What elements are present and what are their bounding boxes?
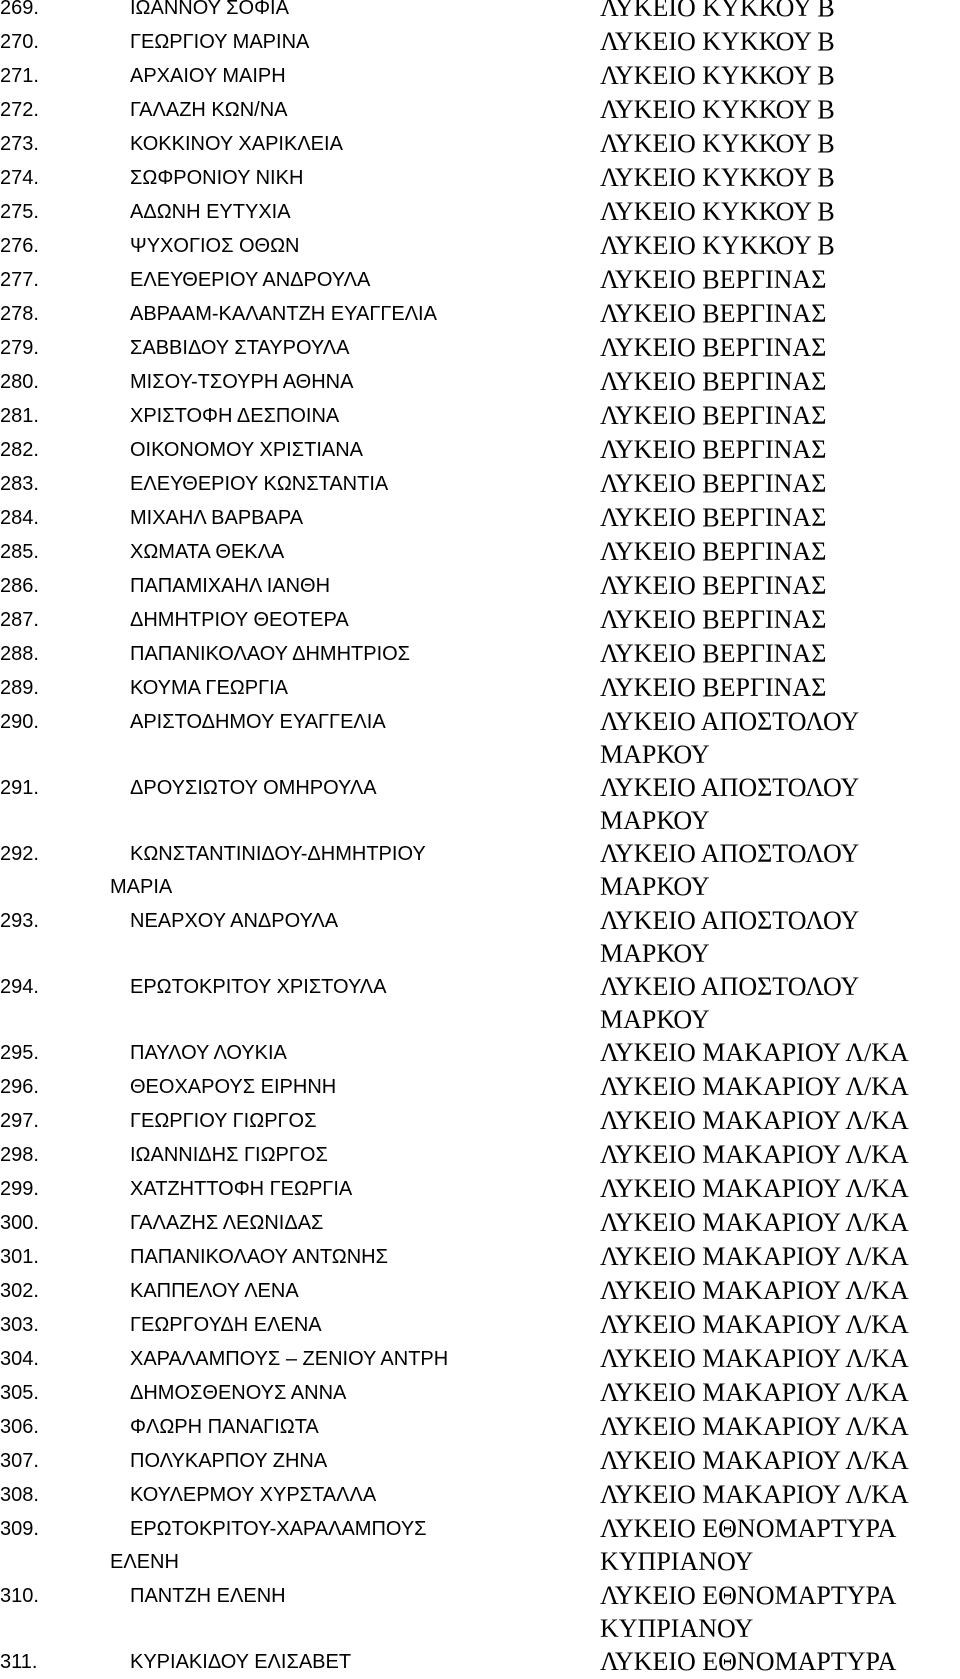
school-name-text: ΛΥΚΕΙΟ ΒΕΡΓΙΝΑΣ (600, 435, 827, 464)
list-item (0, 399, 960, 433)
school-name-text: ΛΥΚΕΙΟ ΜΑΚΑΡΙΟΥ Λ/ΚΑ (600, 1140, 909, 1169)
student-name-text: ΔΗΜΟΣΘΕΝΟΥΣ ΑΝΝΑ (130, 1382, 347, 1404)
entry-number: 293. (0, 910, 39, 932)
entry-number: 290. (0, 711, 39, 733)
school-name-text: ΛΥΚΕΙΟ ΒΕΡΓΙΝΑΣ (600, 299, 827, 328)
entry-number: 311. (0, 1651, 38, 1673)
school-name (600, 1206, 960, 1239)
school-name (600, 161, 960, 194)
school-name (600, 1308, 960, 1341)
school-name-text: ΛΥΚΕΙΟ ΒΕΡΓΙΝΑΣ (600, 537, 827, 566)
school-name (600, 331, 960, 364)
list-item (0, 297, 960, 331)
school-name-text: ΛΥΚΕΙΟ ΒΕΡΓΙΝΑΣ (600, 673, 827, 702)
school-name-text: ΛΥΚΕΙΟ ΜΑΚΑΡΙΟΥ Λ/ΚΑ (600, 1038, 909, 1067)
entry-number: 277. (0, 269, 39, 291)
entry-number: 272. (0, 99, 39, 121)
list-item (0, 331, 960, 365)
school-name-text: ΛΥΚΕΙΟ ΑΠΟΣΤΟΛΟΥ (600, 707, 860, 736)
entry-number: 288. (0, 643, 39, 665)
entry-number: 281. (0, 405, 39, 427)
school-name-text: ΛΥΚΕΙΟ ΑΠΟΣΤΟΛΟΥ (600, 839, 860, 868)
school-name (600, 263, 960, 296)
school-name (600, 569, 960, 602)
student-name (130, 399, 600, 433)
entry-number: 303. (0, 1314, 39, 1336)
school-name (600, 1172, 960, 1205)
school-name-text: ΛΥΚΕΙΟ ΒΕΡΓΙΝΑΣ (600, 503, 827, 532)
school-name (600, 399, 960, 432)
student-name-text: ΔΗΜΗΤΡΙΟΥ ΘΕΟΤΕΡΑ (130, 609, 349, 631)
list-item (0, 970, 960, 1036)
school-name-text: ΛΥΚΕΙΟ ΒΕΡΓΙΝΑΣ (600, 265, 827, 294)
student-name-text: ΓΕΩΡΓΙΟΥ ΜΑΡΙΝΑ (130, 31, 310, 53)
student-name (130, 1206, 600, 1240)
list-item (0, 1206, 960, 1240)
student-name-text: ΚΟΥΛΕΡΜΟΥ ΧΥΡΣΤΑΛΛΑ (130, 1484, 377, 1506)
student-name-text: ΜΙΣΟΥ-ΤΣΟΥΡΗ ΑΘΗΝΑ (130, 371, 354, 393)
school-name (600, 535, 960, 568)
student-name (130, 93, 600, 127)
school-name-continuation: ΜΑΡΚΟΥ (600, 806, 710, 835)
entry-number: 308. (0, 1484, 39, 1506)
student-name (130, 771, 600, 805)
school-name-continuation: ΜΑΡΚΟΥ (600, 872, 710, 901)
student-name (130, 331, 600, 365)
school-name (600, 837, 960, 903)
school-name (600, 1036, 960, 1069)
entry-number: 276. (0, 235, 39, 257)
student-name (130, 25, 600, 59)
student-name (130, 637, 600, 671)
school-name-continuation: ΚΥΠΡΙΑΝΟΥ (600, 1547, 754, 1576)
list-item (0, 1036, 960, 1070)
entry-number: 283. (0, 473, 39, 495)
student-name-text: ΚΟΚΚΙΝΟΥ ΧΑΡΙΚΛΕΙΑ (130, 133, 343, 155)
student-name (130, 705, 600, 739)
list-item (0, 1376, 960, 1410)
student-name-text: ΚΥΡΙΑΚΙΔΟΥ ΕΛΙΣΑΒΕΤ (130, 1651, 352, 1673)
school-name-text: ΛΥΚΕΙΟ ΚΥΚΚΟΥ Β (600, 129, 835, 158)
school-name-continuation: ΜΑΡΚΟΥ (600, 1005, 710, 1034)
school-name-text: ΛΥΚΕΙΟ ΚΥΚΚΟΥ Β (600, 27, 835, 56)
list-item (0, 1410, 960, 1444)
school-name-text: ΛΥΚΕΙΟ ΒΕΡΓΙΝΑΣ (600, 333, 827, 362)
student-name (130, 195, 600, 229)
school-name (600, 1104, 960, 1137)
list-item (0, 1308, 960, 1342)
school-name-text: ΛΥΚΕΙΟ ΕΘΝΟΜΑΡΤΥΡΑ (600, 1514, 897, 1543)
entry-number: 301. (0, 1246, 39, 1268)
school-name (600, 705, 960, 771)
student-name-text: ΚΩΝΣΤΑΝΤΙΝΙΔΟΥ-ΔΗΜΗΤΡΙΟΥ (130, 843, 426, 865)
student-name (130, 161, 600, 195)
school-name (600, 229, 960, 262)
school-name (600, 771, 960, 837)
student-name-text: ΧΩΜΑΤΑ ΘΕΚΛΑ (130, 541, 285, 563)
school-name-text: ΛΥΚΕΙΟ ΜΑΚΑΡΙΟΥ Λ/ΚΑ (600, 1208, 909, 1237)
list-item (0, 1138, 960, 1172)
student-name (130, 433, 600, 467)
list-item (0, 25, 960, 59)
school-name-continuation: ΚΥΠΡΙΑΝΟΥ (600, 1614, 754, 1643)
student-name-text: ΣΑΒΒΙΔΟΥ ΣΤΑΥΡΟΥΛΑ (130, 337, 350, 359)
school-name (600, 1645, 960, 1678)
student-name-text: ΙΩΑΝΝΟΥ ΣΟΦΙΑ (130, 0, 289, 19)
student-name-text: ΕΡΩΤΟΚΡΙΤΟΥ-ΧΑΡΑΛΑΜΠΟΥΣ (130, 1518, 427, 1540)
entry-number: 286. (0, 575, 39, 597)
entry-number: 284. (0, 507, 39, 529)
school-name (600, 467, 960, 500)
student-name-text: ΓΑΛΑΖΗ ΚΩΝ/ΝΑ (130, 99, 288, 121)
student-name (130, 1308, 600, 1342)
student-name-text: ΓΑΛΑΖΗΣ ΛΕΩΝΙΔΑΣ (130, 1212, 324, 1234)
student-name-text: ΓΕΩΡΓΟΥΔΗ ΕΛΕΝΑ (130, 1314, 322, 1336)
school-name (600, 195, 960, 228)
school-name-text: ΛΥΚΕΙΟ ΜΑΚΑΡΙΟΥ Λ/ΚΑ (600, 1242, 909, 1271)
list-item (0, 127, 960, 161)
entry-number: 282. (0, 439, 39, 461)
school-name-text: ΛΥΚΕΙΟ ΕΘΝΟΜΑΡΤΥΡΑ (600, 1581, 897, 1610)
student-name (130, 569, 600, 603)
school-name-text: ΛΥΚΕΙΟ ΜΑΚΑΡΙΟΥ Λ/ΚΑ (600, 1446, 909, 1475)
entry-number: 269. (0, 0, 39, 19)
entry-number: 285. (0, 541, 39, 563)
list-item (0, 705, 960, 771)
school-name-text: ΛΥΚΕΙΟ ΜΑΚΑΡΙΟΥ Λ/ΚΑ (600, 1106, 909, 1135)
list-item (0, 195, 960, 229)
school-name (600, 1342, 960, 1375)
school-name-text: ΛΥΚΕΙΟ ΜΑΚΑΡΙΟΥ Λ/ΚΑ (600, 1412, 909, 1441)
entry-number: 309. (0, 1518, 39, 1540)
student-name-text: ΝΕΑΡΧΟΥ ΑΝΔΡΟΥΛΑ (130, 910, 339, 932)
school-name (600, 671, 960, 704)
student-name (130, 1172, 600, 1206)
student-name-text: ΠΑΠΑΝΙΚΟΛΑΟΥ ΔΗΜΗΤΡΙΟΣ (130, 643, 411, 665)
entry-number: 304. (0, 1348, 39, 1370)
school-name (600, 59, 960, 92)
entry-number: 292. (0, 843, 39, 865)
student-name (130, 1376, 600, 1410)
student-name-text: ΕΡΩΤΟΚΡΙΤΟΥ ΧΡΙΣΤΟΥΛΑ (130, 976, 387, 998)
student-name-text: ΠΑΥΛΟΥ ΛΟΥΚΙΑ (130, 1042, 287, 1064)
school-name-continuation: ΜΑΡΚΟΥ (600, 740, 710, 769)
school-name (600, 0, 960, 24)
student-name (130, 1036, 600, 1070)
entry-number: 274. (0, 167, 39, 189)
student-name-text: ΑΒΡΑΑΜ-ΚΑΛΑΝΤΖΗ ΕΥΑΓΓΕΛΙΑ (130, 303, 437, 325)
student-name (130, 1410, 600, 1444)
student-name-text: ΕΛΕΥΘΕΡΙΟΥ ΑΝΔΡΟΥΛΑ (130, 269, 371, 291)
school-name-text: ΛΥΚΕΙΟ ΒΕΡΓΙΝΑΣ (600, 367, 827, 396)
student-name-text: ΕΛΕΥΘΕΡΙΟΥ ΚΩΝΣΤΑΝΤΙΑ (130, 473, 389, 495)
school-name (600, 637, 960, 670)
student-name (130, 467, 600, 501)
entry-number: 280. (0, 371, 39, 393)
student-name-text: ΨΥΧΟΓΙΟΣ ΟΘΩΝ (130, 235, 300, 257)
student-name (130, 365, 600, 399)
student-name-text: ΘΕΟΧΑΡΟΥΣ ΕΙΡΗΝΗ (130, 1076, 337, 1098)
student-name-continuation: ΜΑΡΙΑ (110, 876, 173, 898)
school-name (600, 1410, 960, 1443)
student-name (130, 1342, 600, 1376)
student-name (130, 1274, 600, 1308)
student-name (130, 59, 600, 93)
list-item (0, 1240, 960, 1274)
school-name (600, 1579, 960, 1645)
school-name-text: ΛΥΚΕΙΟ ΕΘΝΟΜΑΡΤΥΡΑ (600, 1647, 897, 1676)
student-name (130, 1645, 600, 1679)
student-name-text: ΠΑΠΑΝΙΚΟΛΑΟΥ ΑΝΤΩΝΗΣ (130, 1246, 388, 1268)
school-name (600, 433, 960, 466)
list-item (0, 365, 960, 399)
student-name-text: ΚΑΠΠΕΛΟΥ ΛΕΝΑ (130, 1280, 299, 1302)
list-item (0, 671, 960, 705)
student-name-text: ΟΙΚΟΝΟΜΟΥ ΧΡΙΣΤΙΑΝΑ (130, 439, 363, 461)
list-item (0, 501, 960, 535)
school-name (600, 603, 960, 636)
school-name (600, 127, 960, 160)
school-name-text: ΛΥΚΕΙΟ ΒΕΡΓΙΝΑΣ (600, 639, 827, 668)
entry-number: 270. (0, 31, 39, 53)
school-name (600, 501, 960, 534)
student-name-text: ΙΩΑΝΝΙΔΗΣ ΓΙΩΡΓΟΣ (130, 1144, 328, 1166)
student-name-text: ΠΟΛΥΚΑΡΠΟΥ ΖΗΝΑ (130, 1450, 328, 1472)
student-name (130, 1444, 600, 1478)
school-name (600, 970, 960, 1036)
list-item (0, 637, 960, 671)
student-name (130, 1104, 600, 1138)
entry-number: 297. (0, 1110, 39, 1132)
list-item (0, 263, 960, 297)
school-name-text: ΛΥΚΕΙΟ ΜΑΚΑΡΙΟΥ Λ/ΚΑ (600, 1072, 909, 1101)
list-item (0, 1274, 960, 1308)
entry-number: 271. (0, 65, 39, 87)
school-name (600, 1070, 960, 1103)
list-item (0, 1070, 960, 1104)
list-item (0, 467, 960, 501)
school-name (600, 1478, 960, 1511)
student-name (130, 904, 600, 938)
school-name-text: ΛΥΚΕΙΟ ΜΑΚΑΡΙΟΥ Λ/ΚΑ (600, 1276, 909, 1305)
school-name (600, 25, 960, 58)
school-name-text: ΛΥΚΕΙΟ ΚΥΚΚΟΥ Β (600, 163, 835, 192)
school-name (600, 1274, 960, 1307)
student-name (110, 1512, 600, 1579)
student-name-text: ΠΑΠΑΜΙΧΑΗΛ ΙΑΝΘΗ (130, 575, 331, 597)
student-name (130, 501, 600, 535)
list-item (0, 161, 960, 195)
list-item (0, 229, 960, 263)
school-name-text: ΛΥΚΕΙΟ ΑΠΟΣΤΟΛΟΥ (600, 972, 860, 1001)
school-name-text: ΛΥΚΕΙΟ ΒΕΡΓΙΝΑΣ (600, 401, 827, 430)
entry-number: 291. (0, 777, 39, 799)
student-name (130, 970, 600, 1004)
student-name (130, 127, 600, 161)
list-item (0, 904, 960, 970)
list-item (0, 433, 960, 467)
list-item (0, 1645, 960, 1679)
student-name-text: ΑΡΧΑΙΟΥ ΜΑΙΡΗ (130, 65, 286, 87)
list-item (0, 603, 960, 637)
student-name-text: ΜΙΧΑΗΛ ΒΑΡΒΑΡΑ (130, 507, 304, 529)
school-name-text: ΛΥΚΕΙΟ ΜΑΚΑΡΙΟΥ Λ/ΚΑ (600, 1480, 909, 1509)
entry-number: 310. (0, 1585, 39, 1607)
student-name (130, 1579, 600, 1613)
entry-number: 306. (0, 1416, 39, 1438)
student-name (130, 1070, 600, 1104)
student-name-text: ΣΩΦΡΟΝΙΟΥ ΝΙΚΗ (130, 167, 304, 189)
student-name (130, 297, 600, 331)
school-name (600, 93, 960, 126)
entry-number: 305. (0, 1382, 39, 1404)
student-name (130, 0, 600, 25)
student-name (130, 1240, 600, 1274)
entry-number: 307. (0, 1450, 39, 1472)
list-item (0, 1579, 960, 1645)
school-name-text: ΛΥΚΕΙΟ ΚΥΚΚΟΥ Β (600, 95, 835, 124)
student-name-text: ΔΡΟΥΣΙΩΤΟΥ ΟΜΗΡΟΥΛΑ (130, 777, 377, 799)
school-name-text: ΛΥΚΕΙΟ ΜΑΚΑΡΙΟΥ Λ/ΚΑ (600, 1310, 909, 1339)
student-name-text: ΓΕΩΡΓΙΟΥ ΓΙΩΡΓΟΣ (130, 1110, 317, 1132)
student-name (130, 671, 600, 705)
school-name-text: ΛΥΚΕΙΟ ΑΠΟΣΤΟΛΟΥ (600, 773, 860, 802)
entry-number: 300. (0, 1212, 39, 1234)
school-name-text: ΛΥΚΕΙΟ ΑΠΟΣΤΟΛΟΥ (600, 906, 860, 935)
school-name (600, 1138, 960, 1171)
school-name-text: ΛΥΚΕΙΟ ΜΑΚΑΡΙΟΥ Λ/ΚΑ (600, 1174, 909, 1203)
student-name-text: ΦΛΩΡΗ ΠΑΝΑΓΙΩΤΑ (130, 1416, 319, 1438)
entry-number: 299. (0, 1178, 39, 1200)
school-name-text: ΛΥΚΕΙΟ ΒΕΡΓΙΝΑΣ (600, 605, 827, 634)
school-name-text: ΛΥΚΕΙΟ ΜΑΚΑΡΙΟΥ Λ/ΚΑ (600, 1344, 909, 1373)
entry-number: 275. (0, 201, 39, 223)
student-name-continuation: ΕΛΕΝΗ (110, 1551, 179, 1573)
list-item (0, 1478, 960, 1512)
school-name-text: ΛΥΚΕΙΟ ΚΥΚΚΟΥ Β (600, 231, 835, 260)
list-item (0, 535, 960, 569)
school-name (600, 297, 960, 330)
school-name (600, 1512, 960, 1578)
school-name (600, 365, 960, 398)
student-name-text: ΧΑΤΖΗΤΤΟΦΗ ΓΕΩΡΓΙΑ (130, 1178, 353, 1200)
school-name-text: ΛΥΚΕΙΟ ΒΕΡΓΙΝΑΣ (600, 571, 827, 600)
entry-number: 273. (0, 133, 39, 155)
list-item (0, 59, 960, 93)
school-name-text: ΛΥΚΕΙΟ ΜΑΚΑΡΙΟΥ Λ/ΚΑ (600, 1378, 909, 1407)
entry-number: 296. (0, 1076, 39, 1098)
entry-number: 295. (0, 1042, 39, 1064)
student-name-text: ΧΡΙΣΤΟΦΗ ΔΕΣΠΟΙΝΑ (130, 405, 340, 427)
student-name-text: ΧΑΡΑΛΑΜΠΟΥΣ – ΖΕΝΙΟΥ ΑΝΤΡΗ (130, 1348, 449, 1370)
list-item (0, 1104, 960, 1138)
entry-number: 287. (0, 609, 39, 631)
list-item (0, 0, 960, 25)
school-name (600, 1240, 960, 1273)
school-name-text: ΛΥΚΕΙΟ ΒΕΡΓΙΝΑΣ (600, 469, 827, 498)
school-name-text: ΛΥΚΕΙΟ ΚΥΚΚΟΥ Β (600, 61, 835, 90)
entry-number: 302. (0, 1280, 39, 1302)
school-name (600, 1376, 960, 1409)
list-item (0, 1512, 960, 1579)
list-item (0, 837, 960, 904)
student-name (110, 837, 600, 904)
student-name (130, 1138, 600, 1172)
list-item (0, 1172, 960, 1206)
school-name-text: ΛΥΚΕΙΟ ΚΥΚΚΟΥ Β (600, 197, 835, 226)
student-name (130, 1478, 600, 1512)
list-item (0, 1444, 960, 1478)
student-name-text: ΠΑΝΤΖΗ ΕΛΕΝΗ (130, 1585, 286, 1607)
student-name (130, 263, 600, 297)
student-name-text: ΑΔΩΝΗ ΕΥΤΥΧΙΑ (130, 201, 291, 223)
entry-number: 298. (0, 1144, 39, 1166)
school-name (600, 904, 960, 970)
student-name (130, 229, 600, 263)
student-name (130, 535, 600, 569)
entry-number: 279. (0, 337, 39, 359)
student-name-text: ΑΡΙΣΤΟΔΗΜΟΥ ΕΥΑΓΓΕΛΙΑ (130, 711, 386, 733)
school-name-continuation: ΜΑΡΚΟΥ (600, 939, 710, 968)
list-item (0, 93, 960, 127)
entry-number: 294. (0, 976, 39, 998)
list-item (0, 569, 960, 603)
student-name (130, 603, 600, 637)
school-name-text: ΛΥΚΕΙΟ ΚΥΚΚΟΥ Β (600, 0, 835, 22)
list-item (0, 1342, 960, 1376)
entry-number: 278. (0, 303, 39, 325)
list-item (0, 771, 960, 837)
student-name-text: ΚΟΥΜΑ ΓΕΩΡΓΙΑ (130, 677, 288, 699)
entry-number: 289. (0, 677, 39, 699)
school-name (600, 1444, 960, 1477)
